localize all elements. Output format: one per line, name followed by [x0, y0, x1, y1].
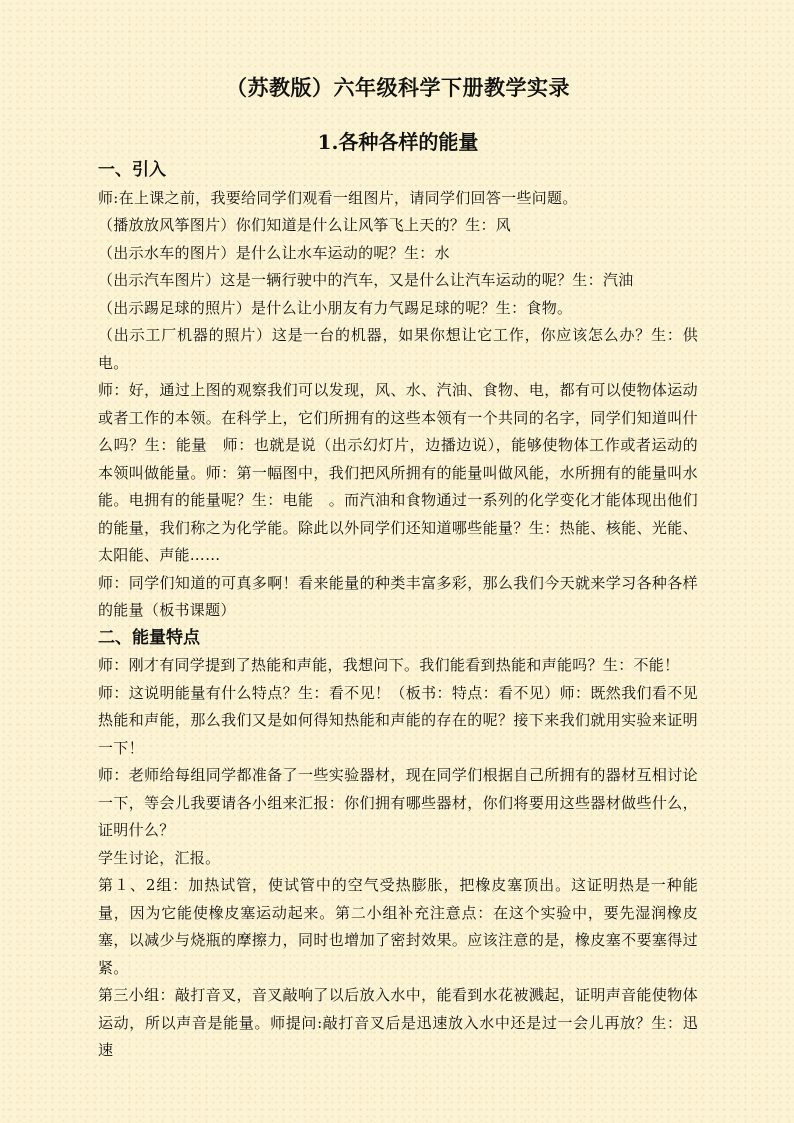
- document-page: [98, 72, 698, 1065]
- paragraph: 第１、2组：加热试管，使试管中的空气受热膨胀，把橡皮塞顶出。这证明热是一种能量，因为它能使橡皮塞运动起来。第二小组补充注意点：在这个实验中，要先湿润橡皮塞，以减少与烧瓶的摩擦力，同时也增加了密封效果。应该注意的是，橡皮塞不要塞得过紧。: [98, 876, 698, 977]
- section-heading: 一、引入: [98, 160, 166, 180]
- paragraph: 师：同学们知道的可真多啊！看来能量的种类丰富多彩，那么我们今天就来学习各种各样的能量（板书课题）: [98, 573, 698, 619]
- paragraph: （出示工厂机器的照片）这是一台的机器，如果你想让它工作，你应该怎么办？生：供电。: [98, 326, 698, 372]
- section-heading: 二、能量特点: [98, 627, 200, 648]
- paragraph: 师：这说明能量有什么特点？生：看不见！（板书：特点：看不见）师：既然我们看不见热能和声能，那么我们又是如何得知热能和声能的存在的呢？接下来我们就用实验来证明一下！: [98, 683, 698, 757]
- paragraph: 师：好，通过上图的观察我们可以发现，风、水、汽油、食物、电，都有可以使物体运动或者工作的本领。在科学上，它们所拥有的这些本领有一个共同的名字，同学们知道叫什么吗？生：能量 师：也就是说（出示幻灯片，边播边说），能够使物体工作或者运动的本领叫做能量。师：第一幅图中，我们把风所拥有的能量叫做风能，水所拥有的能量叫水能。电拥有的能量呢？生：电能 。而汽油和食物通过一系列的化学变化才能体现出他们的能量，我们称之为化学能。除此以外同学们还知道哪些能量？生：热能、核能、光能、太阳能、声能……: [98, 381, 698, 564]
- paragraph: （播放放风筝图片）你们知道是什么让风筝飞上天的？生：风: [98, 216, 512, 234]
- section-introduction: [98, 157, 698, 625]
- paragraph: （出示水车的图片）是什么让水车运动的呢？生：水: [98, 243, 450, 262]
- lesson-title: 1.各种各样的能量: [317, 130, 479, 154]
- paragraph: 师:在上课之前，我要给同学们观看一组图片，请同学们回答一些问题。: [98, 188, 578, 207]
- paragraph: （出示汽车图片）这是一辆行驶中的汽车，又是什么让汽车运动的呢？生：汽油: [98, 271, 634, 289]
- paragraph: 师：刚才有同学提到了热能和声能，我想问下。我们能看到热能和声能吗？生：不能！: [98, 656, 680, 674]
- paragraph: 第三小组：敲打音叉，音叉敲响了以后放入水中，能看到水花被溅起，证明声音能使物体运动，所以声音是能量。师提问:敲打音叉后是迅速放入水中还是过一会儿再放？生：迅速: [98, 986, 698, 1059]
- paragraph: （出示踢足球的照片）是什么让小朋友有力气踢足球的呢？生：食物。: [98, 298, 573, 317]
- section-energy-features: [98, 625, 698, 1065]
- paragraph: 学生讨论，汇报。: [98, 848, 221, 867]
- document-title: （苏教版）六年级科学下册教学实录: [226, 75, 570, 100]
- paragraph: 师：老师给每组同学都准备了一些实验器材，现在同学们根据自己所拥有的器材互相讨论一下，等会儿我要请各小组来汇报：你们拥有哪些器材，你们将要用这些器材做些什么，证明什么？: [98, 766, 698, 839]
